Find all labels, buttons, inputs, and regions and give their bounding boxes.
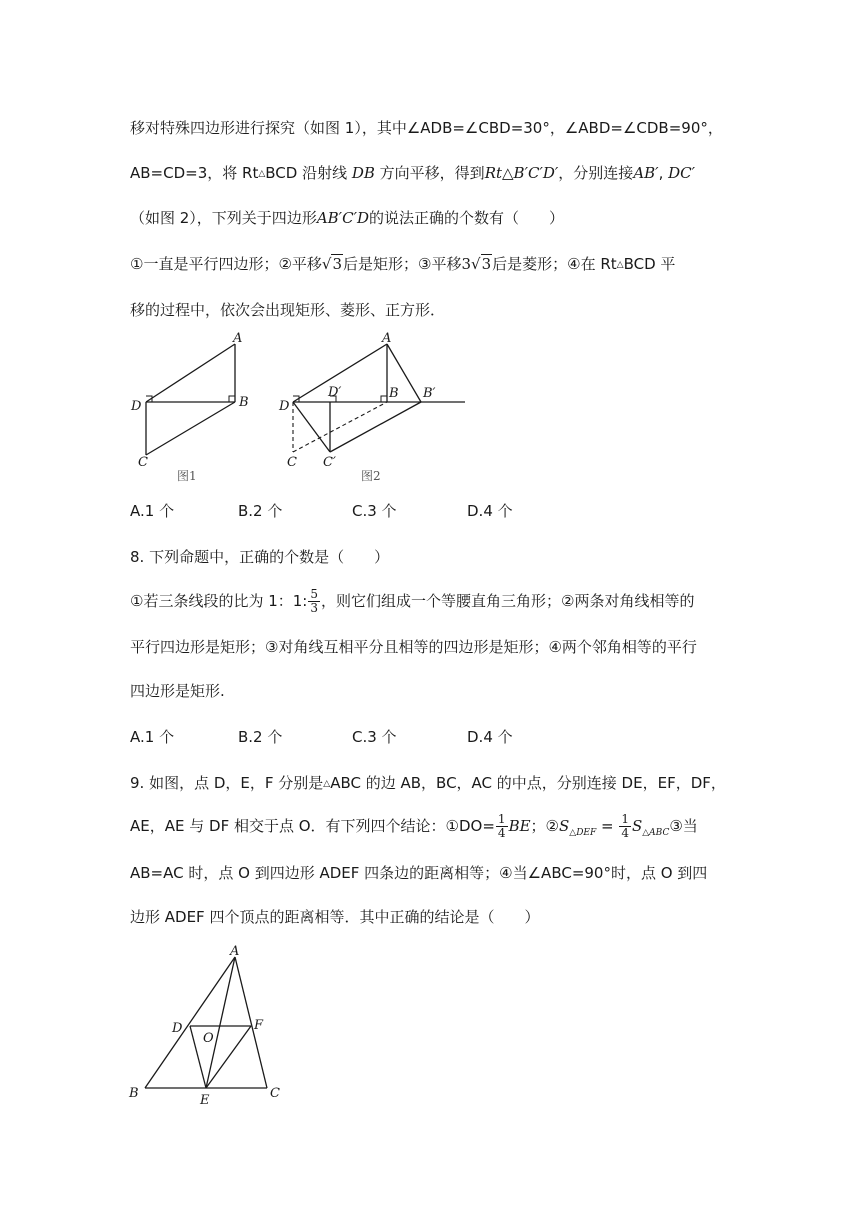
q9-area-def: $S_{\triangle DEF}$ — [559, 817, 597, 838]
q7-ray-db: DB — [351, 164, 375, 182]
q8-option-c[interactable]: C.3 个 — [352, 728, 397, 746]
q7-options — [130, 500, 730, 522]
q9-line-4: 边形 ADEF 四个顶点的距离相等．其中正确的结论是（ ） — [130, 908, 540, 926]
q8-line-1 — [130, 588, 694, 615]
q9-line-1 — [130, 772, 726, 793]
small-triangle-icon: △ — [258, 169, 266, 179]
small-triangle-icon: △ — [323, 779, 331, 789]
sqrt-3: √3 — [321, 255, 343, 273]
fig2-label-d: D — [279, 399, 290, 414]
fig2-label-a: A — [382, 331, 392, 346]
q9-fraction-2: $\frac{1}{4}$ — [621, 812, 629, 840]
q7-line-2-b: BCD 沿射线 — [265, 164, 352, 182]
q7-line-4-a: ①一直是平行四边形；②平移 — [130, 255, 322, 273]
q7-line-4-b: 后是矩形；③平移 — [343, 255, 462, 273]
q9-line-2-a: AE，AE 与 DF 相交于点 O．有下列四个结论：①DO= — [130, 817, 495, 835]
q8-line-3: 四边形是矩形. — [130, 682, 225, 700]
q7-line-3-b: 的说法正确的个数有（ ） — [369, 209, 565, 227]
q7-figure-2 — [275, 330, 470, 485]
q8-line-1-a: ①若三条线段的比为 1：1: — [130, 592, 308, 610]
q9-line-3: AB=AC 时，点 O 到四边形 ADEF 四条边的距离相等；④当∠ABC=90°时，点 O 到四 — [130, 864, 708, 882]
fig1-segment-da — [146, 344, 235, 402]
q7-line-4 — [130, 253, 675, 274]
q7-option-b[interactable]: B.2 个 — [238, 502, 283, 520]
q9-label-f: F — [254, 1018, 264, 1033]
fig2-label-bp: B′ — [423, 386, 436, 401]
q9-label-o: O — [203, 1031, 214, 1046]
q7-line-3 — [130, 207, 564, 228]
fig2-label-cp: C′ — [323, 455, 336, 470]
q9-label-a: A — [230, 944, 240, 959]
q9-label-b: B — [129, 1086, 139, 1101]
fig2-label-c: C — [287, 455, 297, 470]
q9-segment-ab — [145, 957, 235, 1088]
q7-line-2-d: ，分别连接 — [558, 164, 634, 182]
fig2-label-b: B — [389, 386, 399, 401]
fig2-segment-dcp — [293, 402, 330, 452]
q7-segment-dc: DC′ — [668, 164, 696, 182]
q7-line-4-c: 后是菱形；④在 Rt — [492, 255, 617, 273]
fig1-label-a: A — [233, 331, 243, 346]
q7-option-a[interactable]: A.1 个 — [130, 502, 175, 520]
fig2-label-dp: D′ — [328, 385, 342, 400]
q7-line-3-a: （如图 2），下列关于四边形 — [130, 209, 317, 227]
q7-line-1: 移对特殊四边形进行探究（如图 1），其中∠ADB=∠CBD=30°，∠ABD=∠CDB=90°， — [130, 119, 723, 137]
q9-line-1-a: 9. 如图，点 D，E，F 分别是 — [130, 774, 324, 792]
fig1-right-angle-b — [229, 396, 235, 402]
q8-stem: 8. 下列命题中，正确的个数是（ ） — [130, 548, 390, 566]
q8-fraction: $\frac{5}{3}$ — [310, 587, 318, 615]
fig2-caption: 图2 — [361, 469, 381, 483]
small-triangle-icon: △ — [616, 260, 624, 270]
q8-option-b[interactable]: B.2 个 — [238, 728, 283, 746]
fig1-label-d: D — [131, 399, 142, 414]
q9-label-d: D — [172, 1021, 183, 1036]
q7-line-4-d: BCD 平 — [623, 255, 676, 273]
fig2-segment-cpbp — [330, 402, 421, 452]
q9-area-abc: $S_{\triangle ABC}$ — [631, 817, 670, 838]
q9-line-1-b: ABC 的边 AB，BC，AC 的中点，分别连接 DE，EF，DF， — [330, 774, 726, 792]
q8-option-d[interactable]: D.4 个 — [467, 728, 513, 746]
three-sqrt-3: 3√3 — [461, 255, 492, 273]
q7-line-2-sep: , — [658, 164, 669, 182]
q9-be: BE — [508, 817, 531, 835]
q8-line-2: 平行四边形是矩形；③对角线互相平分且相等的四边形是矩形；④两个邻角相等的平行 — [130, 638, 697, 656]
q7-option-d[interactable]: D.4 个 — [467, 502, 513, 520]
q7-line-2-c: 方向平移，得到 — [374, 164, 485, 182]
q7-quadrilateral: AB′C′D — [316, 209, 369, 227]
q7-figure-1 — [125, 330, 265, 485]
q7-rt-triangle: Rt△B′C′D′ — [484, 164, 559, 182]
q9-label-c: C — [270, 1086, 280, 1101]
fig1-label-c: C — [138, 455, 148, 470]
q7-option-c[interactable]: C.3 个 — [352, 502, 397, 520]
fig1-segment-cb — [146, 402, 235, 455]
q8-line-1-b: ，则它们组成一个等腰直角三角形；②两条对角线相等的 — [321, 592, 695, 610]
fig1-label-b: B — [239, 395, 249, 410]
q8-options — [130, 726, 730, 748]
fig2-dashed-cb — [293, 402, 387, 452]
q9-line-2 — [130, 813, 698, 840]
q7-segment-ab: AB′ — [633, 164, 659, 182]
q9-line-2-b: ；② — [530, 817, 559, 835]
q9-equals: = — [596, 817, 619, 835]
q9-label-e: E — [200, 1093, 210, 1108]
q9-figure — [125, 940, 295, 1110]
fig1-caption: 图1 — [177, 469, 197, 483]
q9-fraction-1: $\frac{1}{4}$ — [497, 812, 506, 840]
q7-line-2-a: AB=CD=3，将 Rt — [130, 164, 259, 182]
fig2-right-angle-b — [381, 396, 387, 402]
q7-line-2 — [130, 162, 695, 183]
q7-line-5: 移的过程中，依次会出现矩形、菱形、正方形． — [130, 301, 446, 319]
q9-line-2-c: ③当 — [669, 817, 698, 835]
q8-option-a[interactable]: A.1 个 — [130, 728, 175, 746]
